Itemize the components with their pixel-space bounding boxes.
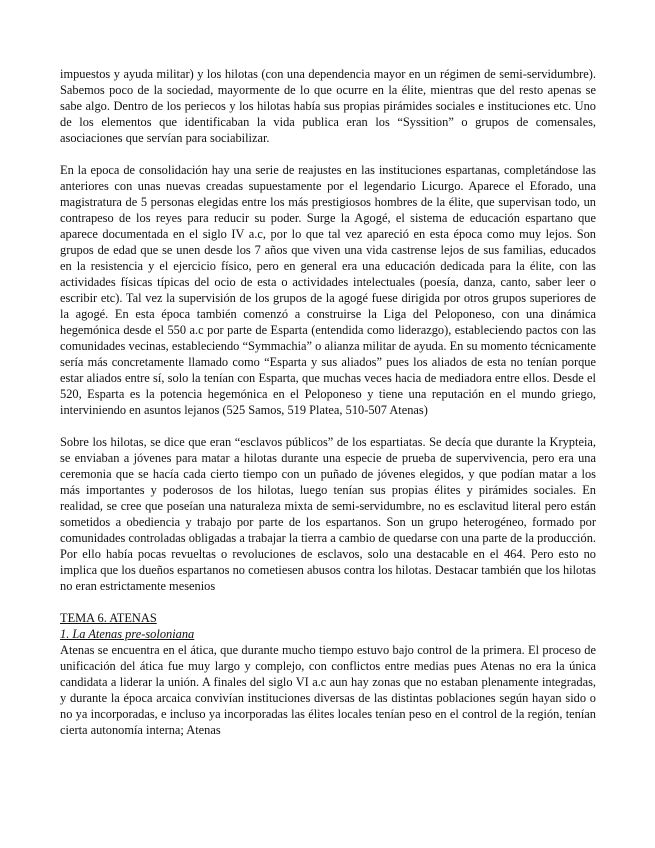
paragraph-gap bbox=[60, 146, 596, 162]
paragraph-gap bbox=[60, 594, 596, 610]
paragraph-gap bbox=[60, 418, 596, 434]
section-subheading: 1. La Atenas pre-soloniana bbox=[60, 627, 195, 641]
paragraph-atenas: Atenas se encuentra en el ática, que durante mucho tiempo estuvo bajo control de la primera. El proceso de unificación del ática fue muy largo y complejo, con conflictos entre medias pues Atenas no era la única candidata a liderar la unión. A finales del siglo VI a.c aun hay zonas que no estaban plenamente integradas, y durante la época arcaica convivían instituciones diversas de las distintas poblaciones según hayan sido o no ya incorporadas, e incluso ya incorporadas las élites locales tenían peso en el control de la región, tenían cierta autonomía interna; Atenas bbox=[60, 643, 596, 737]
document-page bbox=[60, 66, 596, 738]
section-heading: TEMA 6. ATENAS bbox=[60, 611, 157, 625]
paragraph-hilotas: Sobre los hilotas, se dice que eran “esclavos públicos” de los espartiatas. Se decía que durante la Krypteia, se enviaban a jóvenes para matar a hilotas durante una especie de prueba de supervivencia, pero era una ceremonia que se hacía cada cierto tiempo con un puñado de jóvenes elegidos, y que podían matar a los más importantes y poderosos de los hilotas, luego tenían sus propias élites y pirámides sociales. En realidad, se cree que poseían una naturaleza mixta de semi-servidumbre, no es esclavitud literal pero están sometidos a obediencia y trabajo por parte de los espartanos. Son un grupo heterogéneo, formado por comunidades controladas obligadas a trabajar la tierra a cambio de quedarse con una parte de la producción. Por ello había pocas revueltas o revoluciones de esclavos, solo una destacable en el 464. Pero esto no implica que los dueños espartanos no cometiesen abusos contra los hilotas. Destacar también que los hilotas no eran estrictamente mesenios bbox=[60, 435, 596, 593]
paragraph-consolidation: En la epoca de consolidación hay una serie de reajustes en las instituciones espartanas, completándose las anteriores con unas nuevas creadas supuestamente por el legendario Licurgo. Aparece el Eforado, una magistratura de 5 personas elegidas entre los más prestigiosos hombres de la élite, que supervisan todo, un contrapeso de los reyes para reducir su poder. Surge la Agogé, el sistema de educación espartano que aparece documentada en el siglo IV a.c, por lo que tal vez apareció en esta época como muy lejos. Son grupos de edad que se unen desde los 7 años que viven una vida castrense lejos de sus familias, educados en la resistencia y el ejercicio físico, pero en general era una educación dedicada para la élite, con las actividades físicas típicas del ocio de esta o actividades intelectuales (poesía, danza, canto, saber leer o escribir etc). Tal vez la supervisión de los grupos de la agogé fuese dirigida por otros grupos superiores de la agogé. En esta época también comenzó a construirse la Liga del Peloponeso, con una dinámica hegemónica desde el 550 a.c por parte de Esparta (entendida como liderazgo), estableciendo pactos con las comunidades vecinas, estableciendo “Symmachia” o alianza militar de ayuda. En su momento técnicamente sería más concretamente llamado como “Esparta y sus aliados” pues los aliados de esta no tenían porque estar aliados entre sí, solo la tenían con Esparta, que muchas veces hacia de mediadora entre ellos. Desde el 520, Esparta es la potencia hegemónica en el Peloponeso y tiene una reputación en el mundo griego, interviniendo en asuntos lejanos (525 Samos, 519 Platea, 510-507 Atenas) bbox=[60, 163, 596, 417]
paragraph-intro: impuestos y ayuda militar) y los hilotas (con una dependencia mayor en un régimen de semi-servidumbre). Sabemos poco de la sociedad, mayormente de lo que ocurre en la élite, mientras que del resto apenas se sabe algo. Dentro de los periecos y los hilotas había sus propias pirámides sociales e instituciones etc. Uno de los elementos que identificaban la vida publica eran los “Syssition” o grupos de comensales, asociaciones que servían para sociabilizar. bbox=[60, 67, 596, 145]
